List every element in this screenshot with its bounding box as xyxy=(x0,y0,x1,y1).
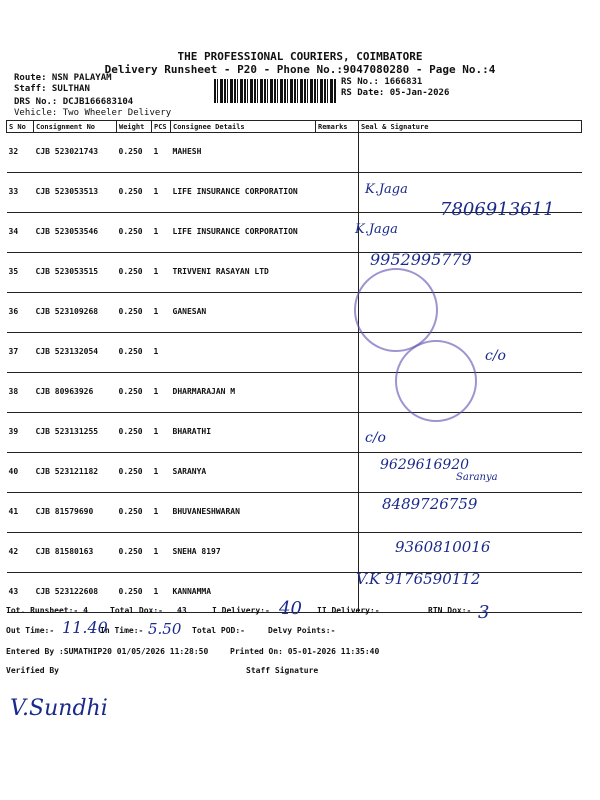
sno-cell xyxy=(7,133,34,173)
consignment-cell xyxy=(34,253,117,293)
consignee-cell xyxy=(171,533,316,573)
entered-by: Entered By :SUMATHIP20 01/05/2026 11:28:50 xyxy=(6,647,209,656)
sno-cell-text: 33 xyxy=(8,187,19,196)
sno-cell-text: 39 xyxy=(8,427,19,436)
consignee-cell-text: DHARMARAJAN M xyxy=(172,387,236,396)
table-row xyxy=(7,253,582,293)
col-consignee: Consignee Details xyxy=(171,121,316,133)
pcs-cell-text: 1 xyxy=(153,547,159,556)
weight-cell-text: 0.250 xyxy=(118,587,143,596)
pcs-cell-text: 1 xyxy=(153,467,159,476)
consignee-cell xyxy=(171,373,316,413)
ii-delivery-label: II Delivery:- xyxy=(317,606,380,615)
total-runsheet: Tot. Runsheet:- 4 xyxy=(6,606,88,615)
weight-cell-text: 0.250 xyxy=(118,387,143,396)
weight-cell xyxy=(117,453,152,493)
consignee-cell-text xyxy=(173,333,314,347)
weight-cell-text: 0.250 xyxy=(118,267,143,276)
pcs-cell-text: 1 xyxy=(153,267,159,276)
pcs-cell xyxy=(152,213,171,253)
weight-cell-text: 0.250 xyxy=(118,347,143,356)
sno-cell-text: 34 xyxy=(8,227,19,236)
consignee-cell-text: TRIVVENI RASAYAN LTD xyxy=(172,267,269,276)
table-row xyxy=(7,533,582,573)
handwritten-name: Saranya xyxy=(456,472,498,483)
verified-signature: V.Sundhi xyxy=(10,696,108,721)
table-row xyxy=(7,293,582,333)
vehicle-label: Vehicle: Two Wheeler Delivery xyxy=(14,108,172,118)
handwritten-phone: 9629616920 xyxy=(380,457,470,473)
consignment-cell-text: CJB 80963926 xyxy=(35,387,94,396)
consignee-cell-text: KANNAMMA xyxy=(172,587,212,596)
remarks-cell xyxy=(316,253,359,293)
col-weight: Weight xyxy=(117,121,152,133)
sno-cell xyxy=(7,493,34,533)
consignee-cell-text: MAHESH xyxy=(172,147,202,156)
remarks-cell xyxy=(316,493,359,533)
sno-cell-text: 38 xyxy=(8,387,19,396)
pcs-cell xyxy=(152,133,171,173)
weight-cell-text: 0.250 xyxy=(118,147,143,156)
weight-cell xyxy=(117,493,152,533)
in-time-value: 5.50 xyxy=(148,620,182,638)
pcs-cell xyxy=(152,173,171,213)
signature-cell xyxy=(359,133,582,173)
pcs-cell-text: 1 xyxy=(153,147,159,156)
table-row xyxy=(7,133,582,173)
staff-signature-label: Staff Signature xyxy=(246,666,319,675)
drs-number: DRS No.: DCJB166683104 xyxy=(14,97,134,107)
pcs-cell xyxy=(152,493,171,533)
remarks-cell xyxy=(316,133,359,173)
rtn-dox-value: 3 xyxy=(478,602,490,623)
sno-cell xyxy=(7,373,34,413)
weight-cell-text: 0.250 xyxy=(118,507,143,516)
route-label: Route: NSN PALAYAM xyxy=(14,73,112,83)
pcs-cell xyxy=(152,293,171,333)
remarks-cell xyxy=(316,373,359,413)
table-header-row xyxy=(7,121,582,133)
pcs-cell xyxy=(152,253,171,293)
consignment-cell-text: CJB 81579690 xyxy=(35,507,94,516)
consignment-cell-text: CJB 523121182 xyxy=(35,467,99,476)
sno-cell-text: 35 xyxy=(8,267,19,276)
consignment-cell-text: CJB 523053513 xyxy=(35,187,99,196)
pcs-cell-text: 1 xyxy=(153,587,159,596)
consignment-cell-text: CJB 81580163 xyxy=(35,547,94,556)
consignment-cell xyxy=(34,453,117,493)
remarks-cell xyxy=(316,533,359,573)
total-pod-label: Total POD:- xyxy=(192,626,245,635)
remarks-cell xyxy=(316,213,359,253)
sno-cell xyxy=(7,533,34,573)
col-remarks: Remarks xyxy=(316,121,359,133)
sno-cell xyxy=(7,333,34,373)
weight-cell xyxy=(117,533,152,573)
handwritten-phone: V.K 9176590112 xyxy=(356,570,481,588)
sno-cell xyxy=(7,413,34,453)
weight-cell xyxy=(117,413,152,453)
out-time-label: Out Time:- xyxy=(6,626,55,635)
handwritten-mark: c/o xyxy=(365,430,386,446)
pcs-cell-text: 1 xyxy=(153,347,159,356)
sno-cell-text: 37 xyxy=(8,347,19,356)
sno-cell xyxy=(7,253,34,293)
staff-label: Staff: SULTHAN xyxy=(14,84,90,94)
page-title: THE PROFESSIONAL COURIERS, COIMBATORE xyxy=(177,50,423,63)
consignment-cell-text: CJB 523132054 xyxy=(35,347,99,356)
consignment-cell xyxy=(34,413,117,453)
pcs-cell-text: 1 xyxy=(153,187,159,196)
rtn-dox-label: RTN Dox:- xyxy=(428,606,472,615)
remarks-cell xyxy=(316,333,359,373)
weight-cell xyxy=(117,133,152,173)
sno-cell xyxy=(7,293,34,333)
consignment-cell-text: CJB 523021743 xyxy=(35,147,99,156)
delvy-points-label: Delvy Points:- xyxy=(268,626,336,635)
handwritten-signature: K.Jaga xyxy=(365,182,408,197)
in-time-label: In Time:- xyxy=(100,626,144,635)
pcs-cell xyxy=(152,533,171,573)
pcs-cell-text: 1 xyxy=(153,387,159,396)
sno-cell xyxy=(7,213,34,253)
pcs-cell-text: 1 xyxy=(153,427,159,436)
table-row xyxy=(7,373,582,413)
sno-cell-text: 40 xyxy=(8,467,19,476)
consignment-cell xyxy=(34,333,117,373)
weight-cell-text: 0.250 xyxy=(118,227,143,236)
consignment-cell-text: CJB 523131255 xyxy=(35,427,99,436)
runsheet-table xyxy=(6,120,582,613)
handwritten-mark: c/o xyxy=(485,348,506,364)
consignee-cell xyxy=(171,253,316,293)
weight-cell-text: 0.250 xyxy=(118,187,143,196)
weight-cell-text: 0.250 xyxy=(118,427,143,436)
consignment-cell-text: CJB 523053515 xyxy=(35,267,99,276)
consignee-cell xyxy=(171,453,316,493)
consignment-cell xyxy=(34,373,117,413)
weight-cell xyxy=(117,253,152,293)
consignee-cell xyxy=(171,493,316,533)
i-delivery-value: 40 xyxy=(279,598,302,619)
consignment-cell xyxy=(34,493,117,533)
remarks-cell xyxy=(316,173,359,213)
remarks-cell xyxy=(316,413,359,453)
consignee-cell-text: LIFE INSURANCE CORPORATION xyxy=(172,227,298,236)
consignment-cell-text: CJB 523109268 xyxy=(35,307,99,316)
i-delivery-label: I Delivery:- xyxy=(212,606,270,615)
consignment-cell xyxy=(34,133,117,173)
pcs-cell xyxy=(152,413,171,453)
printed-on: Printed On: 05-01-2026 11:35:40 xyxy=(230,647,380,656)
sno-cell xyxy=(7,453,34,493)
consignee-cell xyxy=(171,333,316,373)
weight-cell xyxy=(117,173,152,213)
weight-cell xyxy=(117,213,152,253)
consignee-cell-text: SNEHA 8197 xyxy=(172,547,221,556)
consignment-cell xyxy=(34,173,117,213)
sno-cell-text: 36 xyxy=(8,307,19,316)
consignee-cell xyxy=(171,213,316,253)
col-pcs: PCS xyxy=(152,121,171,133)
col-sno: S No xyxy=(7,121,34,133)
consignment-cell xyxy=(34,293,117,333)
page-subtitle: Delivery Runsheet - P20 - Phone No.:9047080280 - Page No.:4 xyxy=(104,63,496,76)
table-row xyxy=(7,493,582,533)
handwritten-phone: 9952995779 xyxy=(370,250,472,269)
handwritten-phone: 8489726759 xyxy=(382,495,478,513)
pcs-cell-text: 1 xyxy=(153,507,159,516)
col-consignment: Consignment No xyxy=(34,121,117,133)
out-time-value: 11.40 xyxy=(62,618,108,637)
signature-cell xyxy=(359,413,582,453)
sno-cell-text: 32 xyxy=(8,147,19,156)
consignment-cell-text: CJB 523053546 xyxy=(35,227,99,236)
rs-date: RS Date: 05-Jan-2026 xyxy=(341,88,450,98)
pcs-cell xyxy=(152,333,171,373)
seal-stamp-circle-2 xyxy=(395,340,477,422)
rs-number: RS No.: 1666831 xyxy=(341,77,423,87)
weight-cell xyxy=(117,293,152,333)
handwritten-phone: 9360810016 xyxy=(395,538,491,556)
pcs-cell-text: 1 xyxy=(153,307,159,316)
remarks-cell xyxy=(316,453,359,493)
weight-cell xyxy=(117,333,152,373)
weight-cell-text: 0.250 xyxy=(118,547,143,556)
sno-cell-text: 41 xyxy=(8,507,19,516)
remarks-cell xyxy=(316,293,359,333)
weight-cell-text: 0.250 xyxy=(118,467,143,476)
col-signature: Seal & Signature xyxy=(359,121,582,133)
weight-cell-text: 0.250 xyxy=(118,307,143,316)
consignee-cell-text: LIFE INSURANCE CORPORATION xyxy=(172,187,298,196)
consignee-cell xyxy=(171,173,316,213)
consignment-cell xyxy=(34,533,117,573)
sno-cell-text: 43 xyxy=(8,587,19,596)
consignment-cell-text: CJB 523122608 xyxy=(35,587,99,596)
weight-cell xyxy=(117,373,152,413)
pcs-cell-text: 1 xyxy=(153,227,159,236)
consignee-cell-text: GANESAN xyxy=(172,307,207,316)
barcode xyxy=(214,79,336,103)
consignee-cell xyxy=(171,413,316,453)
sno-cell-text: 42 xyxy=(8,547,19,556)
consignee-cell-text: BHUVANESHWARAN xyxy=(172,507,240,516)
handwritten-phone: 7806913611 xyxy=(440,199,555,220)
sno-cell xyxy=(7,173,34,213)
verified-by-label: Verified By xyxy=(6,666,59,675)
total-dox-label: Total Dox:- xyxy=(110,606,163,615)
pcs-cell xyxy=(152,373,171,413)
consignment-cell xyxy=(34,213,117,253)
table-row xyxy=(7,413,582,453)
consignee-cell xyxy=(171,133,316,173)
seal-stamp-circle xyxy=(354,268,438,352)
pcs-cell xyxy=(152,453,171,493)
consignee-cell-text: BHARATHI xyxy=(172,427,212,436)
handwritten-signature: K.Jaga xyxy=(355,222,398,237)
consignee-cell xyxy=(171,293,316,333)
consignee-cell-text: SARANYA xyxy=(172,467,207,476)
total-dox-value: 43 xyxy=(177,606,187,615)
